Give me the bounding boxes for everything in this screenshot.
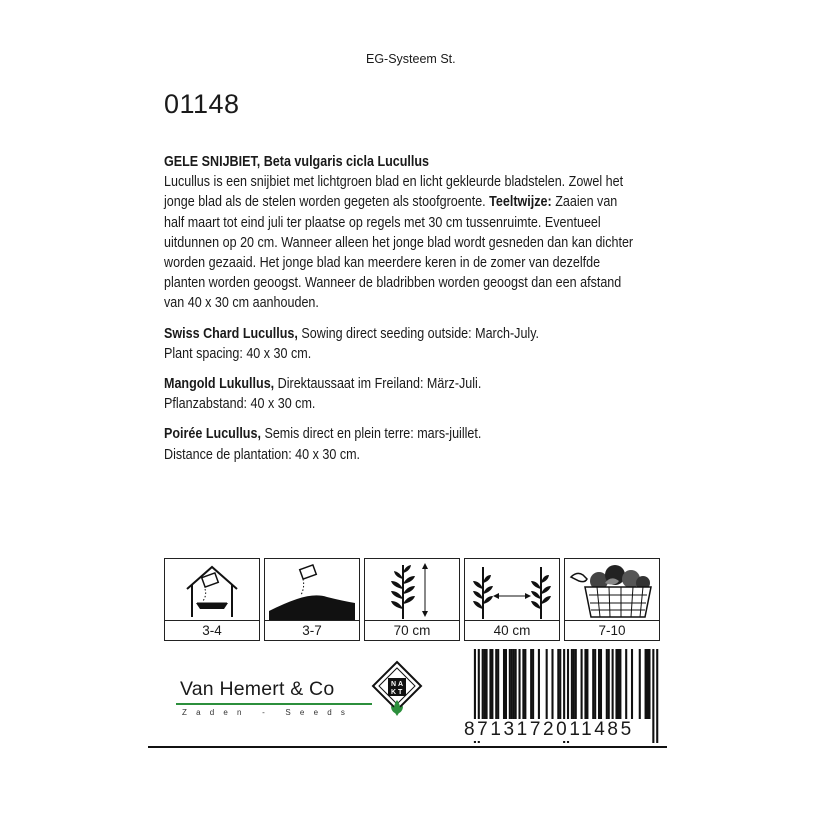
bottom-rule — [148, 746, 667, 748]
barcode-bar — [656, 649, 658, 743]
barcode-bar — [482, 649, 484, 719]
barcode-bar — [484, 649, 486, 719]
icon-cell-spacing — [464, 558, 560, 641]
greenhouse-sowing-icon — [165, 559, 259, 620]
barcode-bar — [646, 649, 648, 719]
svg-text:A: A — [398, 681, 404, 688]
icon-label: 70 cm — [365, 620, 459, 641]
svg-text:N: N — [391, 681, 397, 688]
barcode-bar — [594, 649, 596, 719]
barcode-bar — [606, 649, 608, 719]
barcode-bar — [573, 649, 575, 719]
german-line: Pflanzabstand: 40 x 30 cm. — [164, 396, 316, 413]
barcode-bar — [524, 649, 526, 719]
barcode-bar — [581, 649, 583, 719]
plant-spacing-icon — [465, 559, 559, 620]
icon-cell-harvest — [564, 558, 660, 641]
barcode-bar — [619, 649, 621, 719]
barcode-bar — [532, 649, 534, 719]
barcode-bar — [509, 649, 511, 719]
french-section — [164, 424, 724, 464]
barcode-number: 8713172011485 — [464, 719, 634, 740]
english-line: Plant spacing: 40 x 30 cm. — [164, 345, 312, 362]
nakt-logo-icon — [371, 660, 423, 720]
brand-tagline: Zaden - Seeds — [182, 708, 355, 717]
svg-text:K: K — [391, 689, 397, 696]
barcode-bar — [631, 649, 633, 719]
barcode-bar — [538, 649, 540, 719]
barcode-bar — [551, 649, 553, 719]
dutch-line: worden gezaaid. Het jonge blad kan meerdere keren in de zomer van dezelfde — [164, 255, 601, 272]
icon-cell-sowing-indoor — [164, 558, 260, 641]
barcode-bar — [617, 649, 619, 719]
outdoor-sowing-icon — [265, 559, 359, 620]
svg-text:T: T — [398, 689, 403, 696]
barcode-bar — [489, 649, 491, 719]
barcode-bar — [559, 649, 561, 719]
french-line: Poirée Lucullus, Semis direct en plein terre: mars-juillet. — [164, 426, 482, 443]
brand-underline — [176, 703, 372, 705]
barcode-bar — [586, 649, 588, 719]
barcode-bar — [612, 649, 614, 719]
barcode-bar — [486, 649, 488, 719]
description-block — [164, 152, 724, 475]
german-line: Mangold Lukullus, Direktaussaat im Freiland: März-Juli. — [164, 376, 482, 393]
dutch-line: Lucullus is een snijbiet met lichtgroen blad en licht gekleurde bladstelen. Zowel het — [164, 174, 624, 191]
barcode-bar — [513, 649, 515, 719]
dutch-line: jonge blad als de stelen worden gegeten als stoofgroente. Teeltwijze: Zaaien van — [164, 194, 618, 211]
barcode-bar — [546, 649, 548, 719]
harvest-basket-icon — [565, 559, 659, 620]
barcode-bar — [584, 649, 586, 719]
seed-system-label: EG-Systeem St. — [366, 52, 456, 66]
barcode-bar — [639, 649, 641, 719]
dutch-title: GELE SNIJBIET, Beta vulgaris cicla Lucullus — [164, 154, 430, 170]
barcode-bar — [515, 649, 517, 719]
barcode-bar — [522, 649, 524, 719]
icon-label: 40 cm — [465, 620, 559, 641]
brand-name: Van Hemert & Co — [180, 678, 335, 700]
barcode-bar — [495, 649, 497, 719]
english-line: Swiss Chard Lucullus, Sowing direct seeding outside: March-July. — [164, 325, 540, 342]
barcode-bar — [648, 649, 650, 719]
icon-label: 7-10 — [565, 620, 659, 641]
dutch-section — [164, 152, 724, 314]
barcode-bar — [511, 649, 513, 719]
icon-label: 3-4 — [165, 620, 259, 641]
barcode-bar — [615, 649, 617, 719]
icon-cell-height — [364, 558, 460, 641]
barcode-bar — [491, 649, 493, 719]
product-code: 01148 — [164, 89, 240, 119]
dutch-line: van 40 x 30 cm aanhouden. — [164, 295, 319, 312]
cultivation-icons — [164, 558, 660, 641]
barcode-bar — [557, 649, 559, 719]
barcode-bar — [530, 649, 532, 719]
barcode-bar — [598, 649, 600, 719]
barcode-bar — [625, 649, 627, 719]
barcode-bar — [600, 649, 602, 719]
plant-height-icon — [365, 559, 459, 620]
german-section — [164, 374, 724, 414]
barcode-bar — [497, 649, 499, 719]
barcode-bar — [592, 649, 594, 719]
dutch-line: uitdunnen op 20 cm. Wanneer alleen het jonge blad wordt gesneden dan kan dichter — [164, 234, 634, 251]
english-section — [164, 324, 724, 364]
french-line: Distance de plantation: 40 x 30 cm. — [164, 446, 361, 463]
barcode-bar — [518, 649, 520, 719]
icon-cell-sowing-outdoor — [264, 558, 360, 641]
barcode-bar — [575, 649, 577, 719]
barcode-bar — [652, 649, 654, 743]
barcode-bar — [608, 649, 610, 719]
icon-label: 3-7 — [265, 620, 359, 641]
dutch-line: planten worden geoogst. Wanneer de bladribben worden geoogst dan een afstand — [164, 275, 622, 292]
barcode-bar — [571, 649, 573, 719]
barcode-bar — [505, 649, 507, 719]
barcode-bar — [503, 649, 505, 719]
dutch-line: half maart tot eind juli ter plaatse op regels met 30 cm tussenruimte. Eventueel — [164, 214, 601, 231]
barcode-bar — [645, 649, 647, 719]
